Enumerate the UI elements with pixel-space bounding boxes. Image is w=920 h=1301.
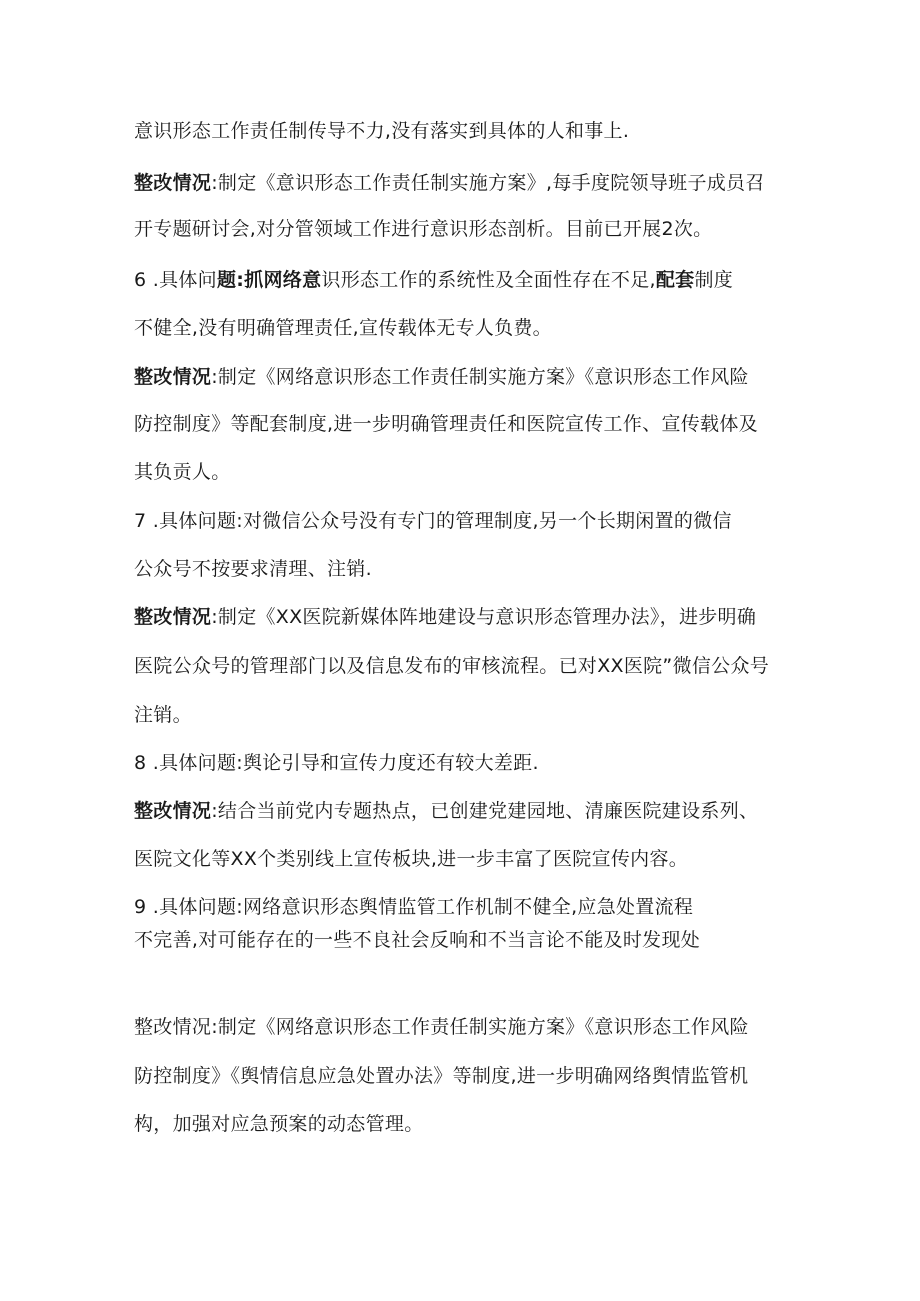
fix-label: 整改情况: [134, 172, 212, 194]
text-line: [134, 508, 732, 534]
text-run: 不健全,没有明确管理责任,宣传载体无专人负费。: [134, 317, 552, 339]
text-run: 注销。: [134, 704, 192, 726]
text-run: 9 .具体问题:网络意识形态舆情监管工作机制不健全,应急处置流程: [134, 896, 694, 918]
text-line: [134, 459, 231, 485]
text-run: 其负贡人。: [134, 461, 231, 483]
text-line: [134, 118, 629, 144]
text-line: [134, 556, 372, 582]
item-number: 6: [134, 269, 147, 291]
text-line: [134, 604, 756, 630]
text-line: [134, 267, 733, 293]
text-run-bold: 题:抓网络意: [216, 269, 322, 291]
text-run: 构，加强对应急预案的动态管理。: [134, 1113, 424, 1135]
text-run: 医院文化等XX个类别线上宣传板块,进一步丰富了医院宣传内容。: [134, 848, 689, 870]
text-run: .具体问: [146, 269, 217, 291]
text-run: 不完善,对可能存在的一些不良社会反响和不当言论不能及时发现处: [134, 929, 701, 951]
text-run: 公众号不按要求清理、注销.: [134, 558, 372, 580]
text-line: [134, 702, 192, 728]
text-line: [134, 170, 765, 196]
text-line: [134, 846, 688, 872]
text-run: 识形态工作的系统性及全面性存在不足,: [321, 269, 656, 291]
fix-label: 整改情况: [134, 606, 212, 628]
fix-label: 整改情况: [134, 366, 212, 388]
text-run: :制定《意识形态工作责任制实施方案》,每手度院领导班子成员召: [211, 172, 765, 194]
text-line: [134, 216, 712, 242]
text-run: 意识形态工作责任制传导不力,没有落实到具体的人和事上.: [134, 120, 630, 142]
text-line: [134, 364, 749, 390]
text-run: 制度: [694, 269, 734, 291]
text-run-bold: 配套: [655, 269, 695, 291]
text-line: [134, 1111, 424, 1137]
text-line: [134, 411, 758, 437]
text-run: 医院公众号的管理部门以及信息发布的审核流程。已对XX医院”微信公众号: [134, 655, 770, 677]
text-run: 整改情况:制定《网络意识形态工作责任制实施方案》《意识形态工作风险: [134, 1016, 749, 1038]
text-line: [134, 927, 700, 953]
text-run: :结合当前党内专题热点，已创建党建园地、清廉医院建设系列、: [211, 800, 759, 822]
text-line: [134, 1014, 749, 1040]
text-run: 开专题研讨会,对分管领域工作进行意识形态剖析。目前已开展2次。: [134, 218, 713, 240]
text-line: [134, 798, 758, 824]
text-run: 8 .具体问题:舆论引导和宣传力度还有较大差距.: [134, 752, 539, 774]
text-run: 防控制度》《舆情信息应急处置办法》等制度,进一步明确网络舆情监管机: [134, 1065, 749, 1087]
text-line: [134, 1063, 748, 1089]
text-line: [134, 315, 552, 341]
text-run: :制定《网络意识形态工作责任制实施方案》《意识形态工作风险: [211, 366, 749, 388]
fix-label: 整改情况: [134, 800, 212, 822]
text-line: [134, 653, 769, 679]
text-run: :制定《XX医院新媒体阵地建设与意识形态管理办法》，进步明确: [211, 606, 757, 628]
text-run: 防控制度》等配套制度,进一步明确管理责任和医院宣传工作、宣传载体及: [134, 413, 758, 435]
text-line: [134, 894, 693, 920]
text-line: [134, 750, 539, 776]
text-run: 7 .具体问题:对微信公众号没有专门的管理制度,另一个长期闲置的微信: [134, 510, 732, 532]
